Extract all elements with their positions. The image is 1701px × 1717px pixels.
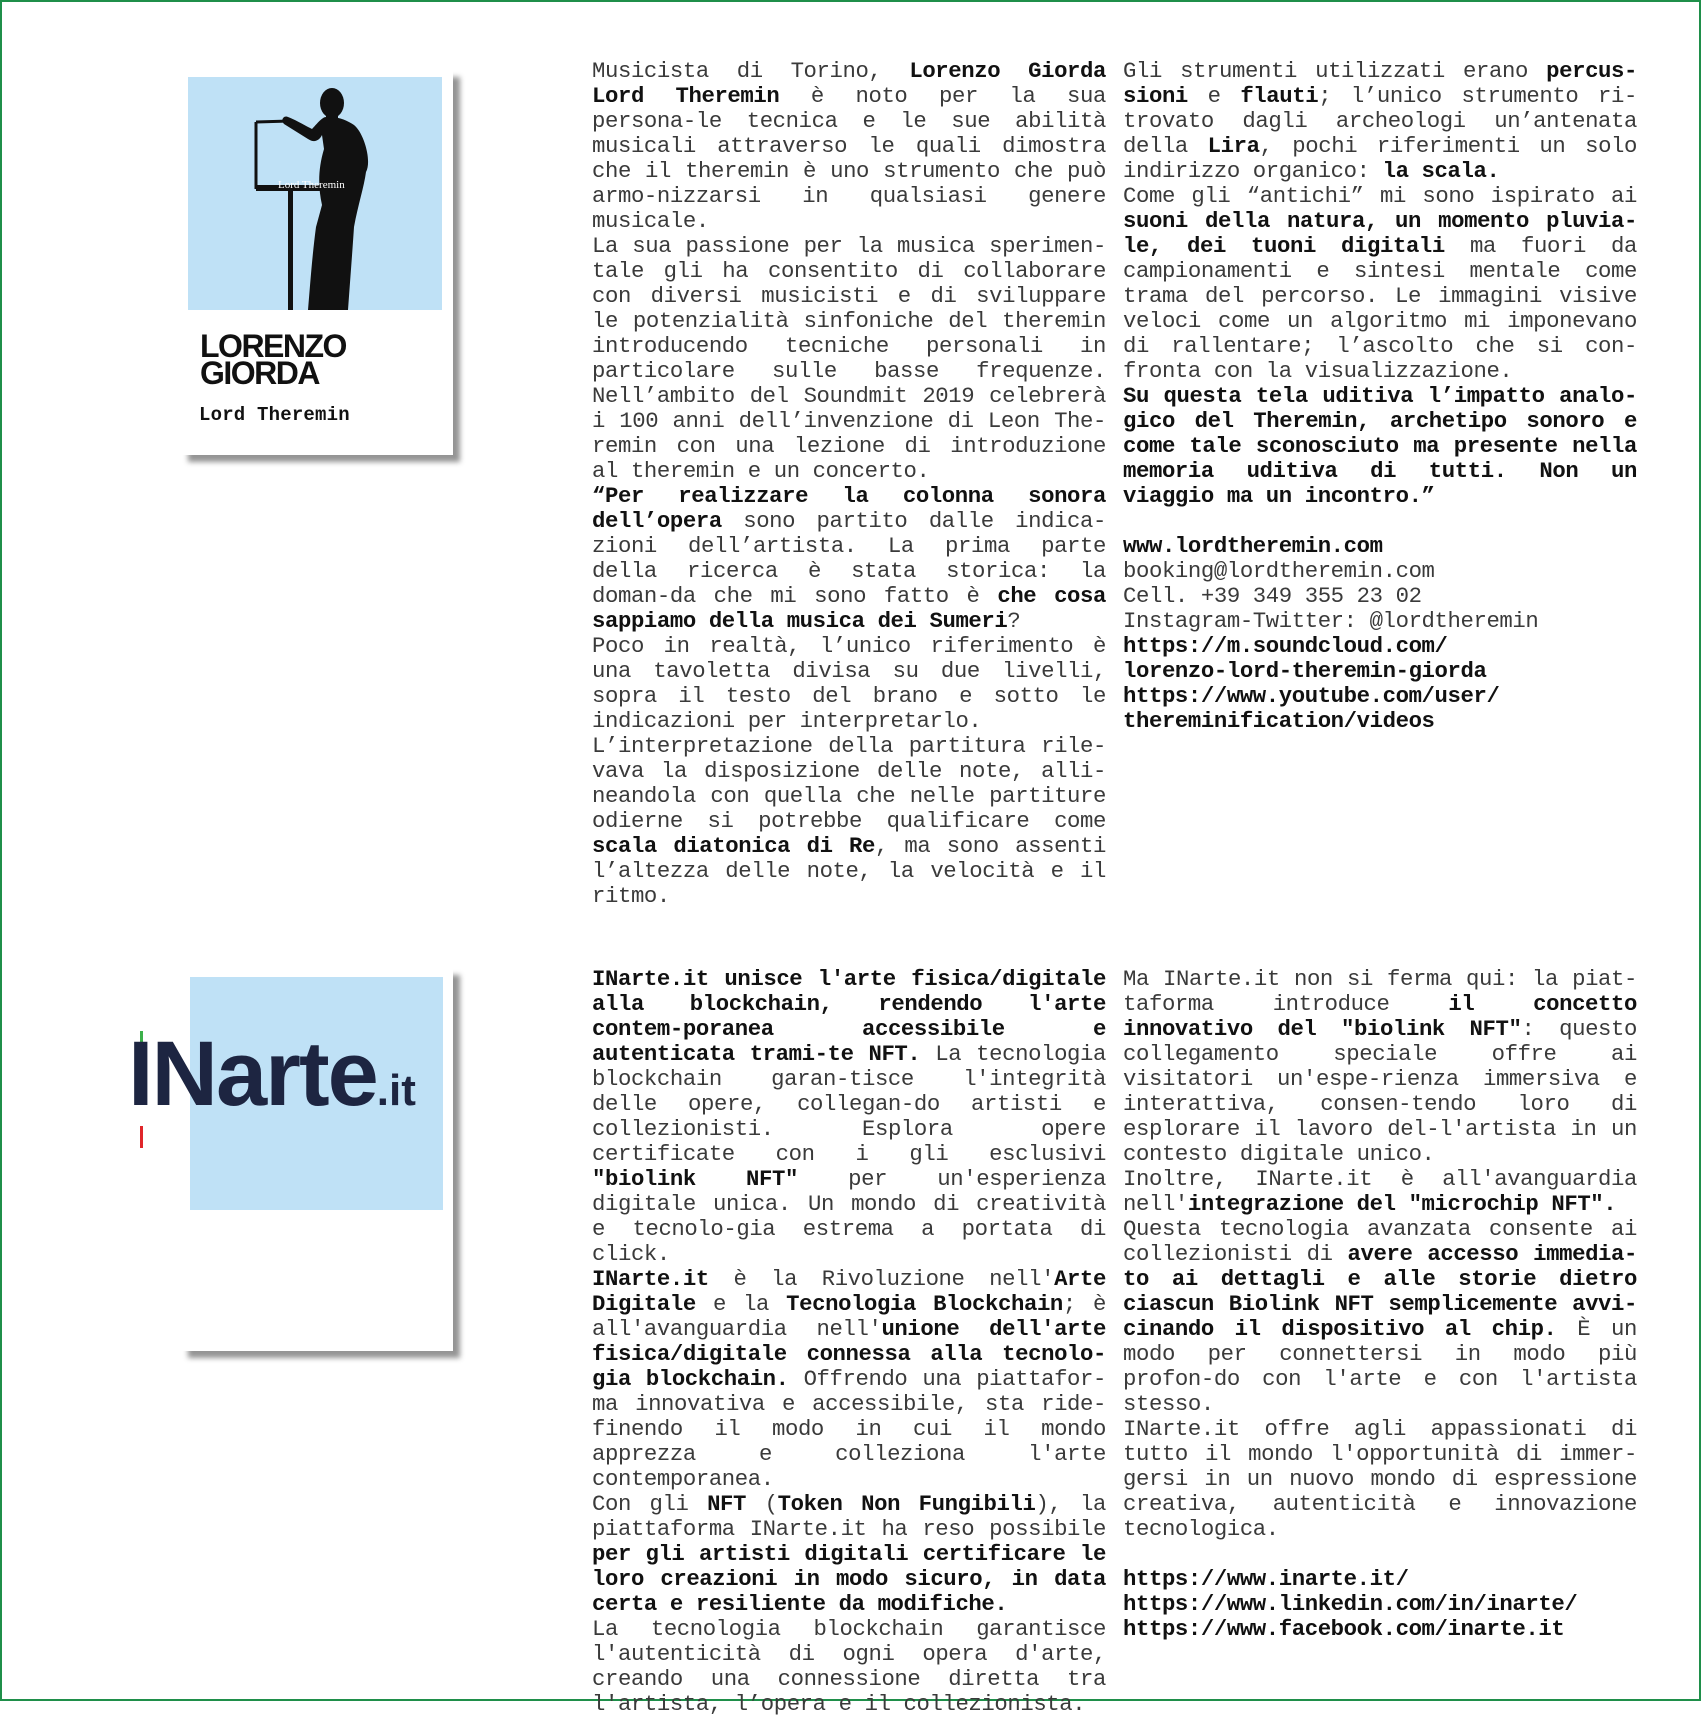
text-run: Con gli xyxy=(592,1491,708,1517)
paragraph xyxy=(592,634,1106,734)
contact-link[interactable]: thereminification/videos xyxy=(1123,708,1435,734)
artist-photo xyxy=(188,77,442,310)
bold-text: INarte.it xyxy=(592,1266,709,1292)
text-run: , pochi riferimenti un solo indirizzo organico: xyxy=(1123,133,1638,184)
text-run: e la xyxy=(695,1291,787,1317)
lt-article-column-1 xyxy=(592,59,1106,909)
bold-text: flauti xyxy=(1240,83,1319,109)
bold-text: la scala. xyxy=(1382,158,1500,184)
artist-card-lorenzo-giorda xyxy=(181,70,453,455)
text-run: La sua passione per la musica sperimen-tale gli ha consentito di collaborare con diversi musicisti e di sviluppare le potenzialità sinfoniche del theremin introducendo tecniche personali in particolare sulle basse frequenze. Nell’ambito del Soundmit 2019 celebrerà i 100 anni dell’invenzione di Leon The-remin con una lezione di introduzione al theremin e un concerto. xyxy=(592,233,1106,484)
paragraph xyxy=(1123,1167,1637,1217)
paragraph xyxy=(592,1267,1106,1492)
text-run: L’interpretazione della partitura rile-vava la disposizione delle note, alli-neandola con quella che nelle partiture odierne si potrebbe qualificare come xyxy=(592,733,1106,834)
spacer xyxy=(1123,509,1637,534)
spacer xyxy=(1123,1542,1637,1567)
text-run: Gli strumenti utilizzati erano xyxy=(1123,58,1547,84)
text-run: e xyxy=(1187,83,1241,109)
contact-link[interactable]: Instagram-Twitter: @lordtheremin xyxy=(1123,608,1539,634)
bold-text: Arte Digitale xyxy=(592,1266,1106,1317)
bold-text: Tecnologia Blockchain xyxy=(786,1291,1063,1317)
text-run: è la Rivoluzione nell' xyxy=(708,1266,1055,1292)
paragraph xyxy=(1123,1217,1637,1417)
paragraph xyxy=(592,484,1106,634)
text-run: Questa tecnologia avanzata consente ai collezionisti di xyxy=(1123,1216,1637,1267)
bold-text: unione dell'arte fisica/digitale connessa alla tecnolo-gia blockchain. xyxy=(592,1316,1106,1392)
web-link[interactable]: https://www.facebook.com/inarte.it xyxy=(1123,1616,1565,1642)
artist-alias: Lord Theremin xyxy=(199,404,350,426)
text-run: ma fuori da campionamenti e sintesi mentale come trama del percorso. Le immagini visive veloci come un algoritmo mi imponevano di rallentare; l’ascolto che si con-fronta con la visualizzazione. xyxy=(1123,233,1637,384)
logo-suffix: .it xyxy=(376,1066,416,1115)
web-link[interactable]: https://www.linkedin.com/in/inarte/ xyxy=(1123,1591,1578,1617)
text-run: per un'esperienza digitale unica. Un mondo di creatività e tecnolo-gia estrema a portata di click. xyxy=(592,1166,1106,1267)
paragraph xyxy=(1123,184,1637,384)
text-run: ( xyxy=(746,1491,778,1517)
inarte-article-column-1 xyxy=(592,967,1106,1717)
paragraph xyxy=(1123,59,1637,184)
paragraph xyxy=(592,1492,1106,1617)
text-run: ? xyxy=(1007,608,1021,634)
text-run: Ma INarte.it non si ferma qui: la piat-taforma introduce xyxy=(1123,966,1637,1017)
bold-text: “Per realizzare la colonna sonora dell’opera xyxy=(592,483,1106,534)
text-run: ; è all'avanguardia nell' xyxy=(592,1291,1106,1342)
text-run: : questo collegamento speciale offre ai visitatori un'espe-rienza immersiva e interattiva, consen-tendo loro di esplorare il lavoro del-l'artista in un contesto digitale unico. xyxy=(1123,1016,1638,1167)
text-run: La tecnologia blockchain garan-tisce l'integrità delle opere, collegan-do artisti e collezionisti. Esplora opere certificate con i gli esclusivi xyxy=(592,1041,1106,1167)
bold-text: suoni della natura, un momento pluvia-le, dei tuoni digitali xyxy=(1123,208,1637,259)
contact-link[interactable]: booking@lordtheremin.com xyxy=(1123,558,1435,584)
paragraph xyxy=(1123,384,1637,509)
text-run: Offrendo una piattafor-ma innovativa e accessibile, sta ride-finendo il modo in cui il mondo apprezza e colleziona l'arte contemporanea. xyxy=(592,1366,1106,1492)
text-run: ; l’unico strumento ri-trovato dagli archeologi un’antenata della xyxy=(1123,83,1637,159)
bold-text: Lorenzo Giorda Lord Theremin xyxy=(592,58,1106,109)
bold-text: "biolink NFT" xyxy=(592,1166,798,1192)
paragraph xyxy=(1123,967,1637,1167)
paragraph xyxy=(592,734,1106,909)
web-link[interactable]: https://www.inarte.it/ xyxy=(1123,1566,1409,1592)
text-run: sono partito dalle indica-zioni dell’artista. La prima parte della ricerca è stata storica: la doman-da che mi sono fatto è xyxy=(592,508,1106,609)
logo-main-text: INarte xyxy=(128,1023,377,1125)
paragraph xyxy=(592,1617,1106,1717)
bold-text: per gli artisti digitali certificare le loro creazioni in modo sicuro, in data certa e resiliente da modifiche. xyxy=(592,1541,1106,1617)
paragraph xyxy=(592,234,1106,484)
text-run: , ma sono assenti l’altezza delle note, la velocità e il ritmo. xyxy=(592,833,1107,909)
inarte-article-column-2 xyxy=(1123,967,1637,1642)
paragraph xyxy=(592,967,1106,1267)
bold-text: avere accesso immedia-to ai dettagli e alle storie dietro ciascun Biolink NFT semplicemente avvi-cinando il dispositivo al chip. xyxy=(1123,1241,1637,1342)
text-run: Come gli “antichi” mi sono ispirato ai xyxy=(1123,183,1637,209)
text-run: INarte.it offre agli appassionati di tutto il mondo l'opportunità di immer-gersi in un nuovo mondo di espressione creativa, autenticità e innovazione tecnologica. xyxy=(1123,1416,1637,1542)
bold-text: integrazione del "microchip NFT". xyxy=(1187,1191,1617,1217)
text-run: è noto per la sua persona-le tecnica e le sue abilità musicali attraverso le quali dimostra che il theremin è uno strumento che può armo-nizzarsi in qualsiasi genere musicale. xyxy=(592,83,1106,234)
lt-article-column-2 xyxy=(1123,59,1637,734)
bold-text: che cosa sappiamo della musica dei Sumeri xyxy=(592,583,1107,634)
bold-text: scala diatonica di Re xyxy=(592,833,875,859)
contact-link[interactable]: https://m.soundcloud.com/ xyxy=(1123,633,1448,659)
contact-link[interactable]: https://www.youtube.com/user/ xyxy=(1123,683,1500,709)
bold-text: Token Non Fungibili xyxy=(777,1491,1036,1517)
bold-text: NFT xyxy=(707,1491,747,1517)
bold-text: INarte.it unisce l'arte fisica/digitale alla blockchain, rendendo l'arte contem-poranea accessibile e autenticata trami-te NFT. xyxy=(592,966,1106,1067)
bold-text: percus-sioni xyxy=(1123,58,1637,109)
contact-link[interactable]: lorenzo-lord-theremin-giorda xyxy=(1123,658,1487,684)
text-run: Inoltre, INarte.it è all'avanguardia nell' xyxy=(1123,1166,1637,1217)
text-run: Musicista di Torino, xyxy=(592,58,910,84)
contact-link[interactable]: Cell. +39 349 355 23 02 xyxy=(1123,583,1422,609)
bold-text: Lira xyxy=(1207,133,1260,159)
paragraph xyxy=(1123,1417,1637,1542)
inarte-logo xyxy=(128,1018,508,1138)
contact-link[interactable]: www.lordtheremin.com xyxy=(1123,533,1383,559)
photo-caption: Lord Theremin xyxy=(278,179,345,191)
text-run: È un modo per connettersi in modo più profon-do con l'arte e con l'artista stesso. xyxy=(1123,1316,1638,1417)
text-run: Poco in realtà, l’unico riferimento è una tavoletta divisa su due livelli, sopra il testo del brano e sotto le indicazioni per interpretarlo. xyxy=(592,633,1106,734)
artist-name: LORENZO GIORDA xyxy=(200,328,346,391)
bold-text: il concetto innovativo del "biolink NFT" xyxy=(1123,991,1637,1042)
bold-text: Su questa tela uditiva l’impatto analo-gico del Theremin, archetipo sonoro e come tale sconosciuto ma presente nella memoria uditiva di tutti. Non un viaggio ma un incontro.” xyxy=(1123,383,1637,509)
text-run: ), la piattaforma INarte.it ha reso possibile xyxy=(592,1491,1106,1542)
paragraph xyxy=(592,59,1106,234)
text-run: La tecnologia blockchain garantisce l'autenticità di ogni opera d'arte, creando una connessione diretta tra l'artista, l’opera e il collezionista. xyxy=(592,1616,1106,1717)
